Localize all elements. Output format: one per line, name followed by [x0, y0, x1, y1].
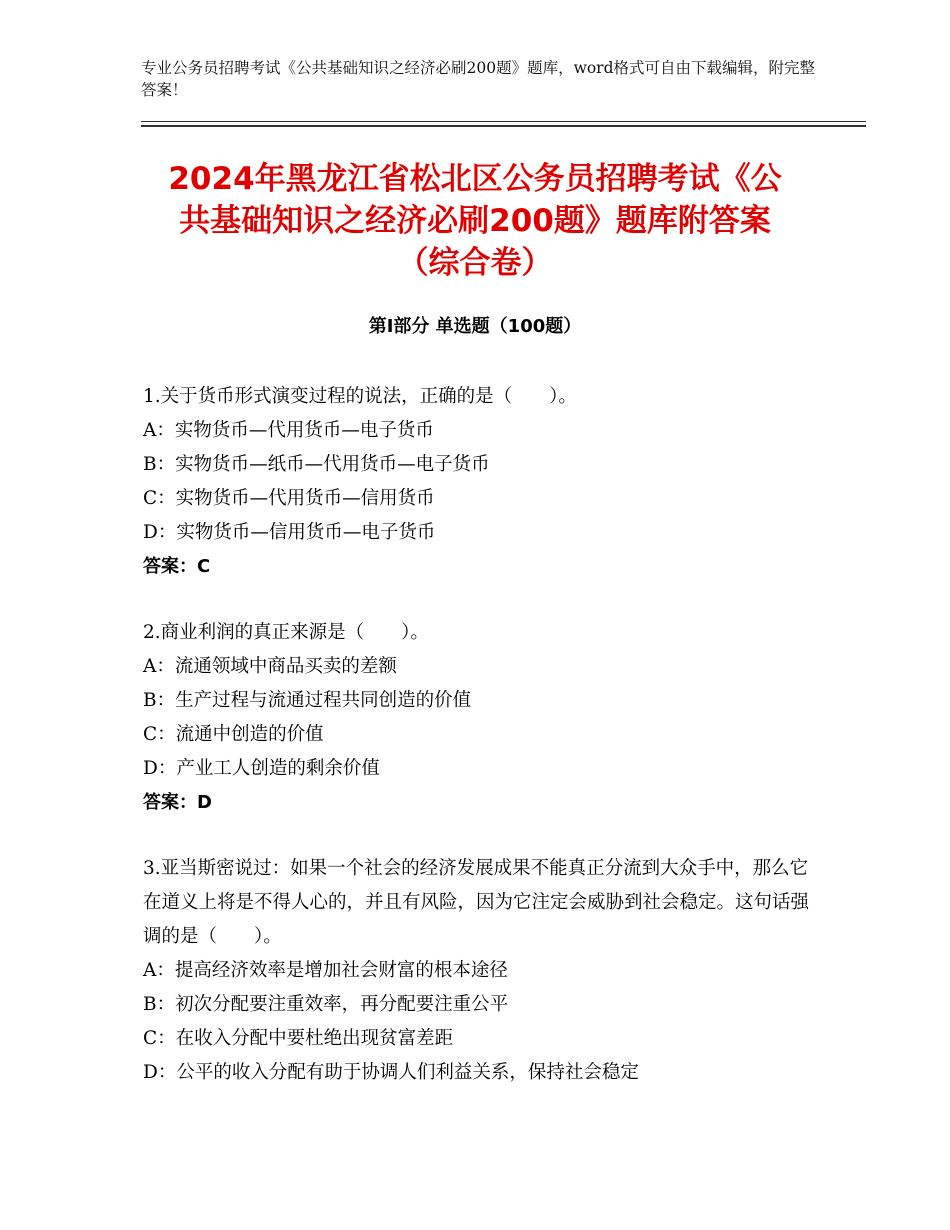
question-stem: 2.商业利润的真正来源是（ ）。 — [143, 622, 429, 643]
option-d: D：实物货币—信用货币—电子货币 — [143, 522, 436, 543]
question-1 — [143, 380, 823, 584]
option-c: C：流通中创造的价值 — [143, 724, 324, 745]
header-rule-thin — [141, 121, 866, 122]
option-b: B：初次分配要注重效率，再分配要注重公平 — [143, 994, 509, 1015]
option-d: D：公平的收入分配有助于协调人们利益关系，保持社会稳定 — [143, 1062, 639, 1083]
title-line-1: 2024年黑龙江省松北区公务员招聘考试《公 — [168, 161, 782, 197]
option-a: A：提高经济效率是增加社会财富的根本途径 — [143, 960, 508, 981]
answer: 答案：D — [143, 792, 212, 813]
header-rule-thick — [141, 125, 866, 127]
document-title — [120, 158, 830, 284]
question-2 — [143, 616, 823, 820]
answer: 答案：C — [143, 556, 211, 577]
option-c: C：在收入分配中要杜绝出现贫富差距 — [143, 1028, 454, 1049]
section-title: 第Ⅰ部分 单选题（100题） — [368, 316, 582, 337]
option-d: D：产业工人创造的剩余价值 — [143, 758, 380, 779]
option-b: B：生产过程与流通过程共同创造的价值 — [143, 690, 472, 711]
question-stem: 3.亚当斯密说过：如果一个社会的经济发展成果不能真正分流到大众手中，那么它在道义上将是不得人心的，并且有风险，因为它注定会威胁到社会稳定。这句话强调的是（ ）。 — [143, 858, 810, 947]
header-note: 专业公务员招聘考试《公共基础知识之经济必刷200题》题库，word格式可自由下载编辑，附完整答案！ — [141, 59, 816, 99]
question-3 — [143, 852, 823, 1090]
option-b: B：实物货币—纸币—代用货币—电子货币 — [143, 454, 490, 475]
option-a: A：实物货币—代用货币—电子货币 — [143, 420, 434, 441]
option-c: C：实物货币—代用货币—信用货币 — [143, 488, 435, 509]
title-line-2: 共基础知识之经济必刷200题》题库附答案 — [179, 203, 771, 239]
title-line-3: （综合卷） — [397, 245, 553, 281]
question-list — [143, 380, 823, 1122]
question-stem: 1.关于货币形式演变过程的说法，正确的是（ ）。 — [143, 386, 577, 407]
option-a: A：流通领域中商品买卖的差额 — [143, 656, 397, 677]
